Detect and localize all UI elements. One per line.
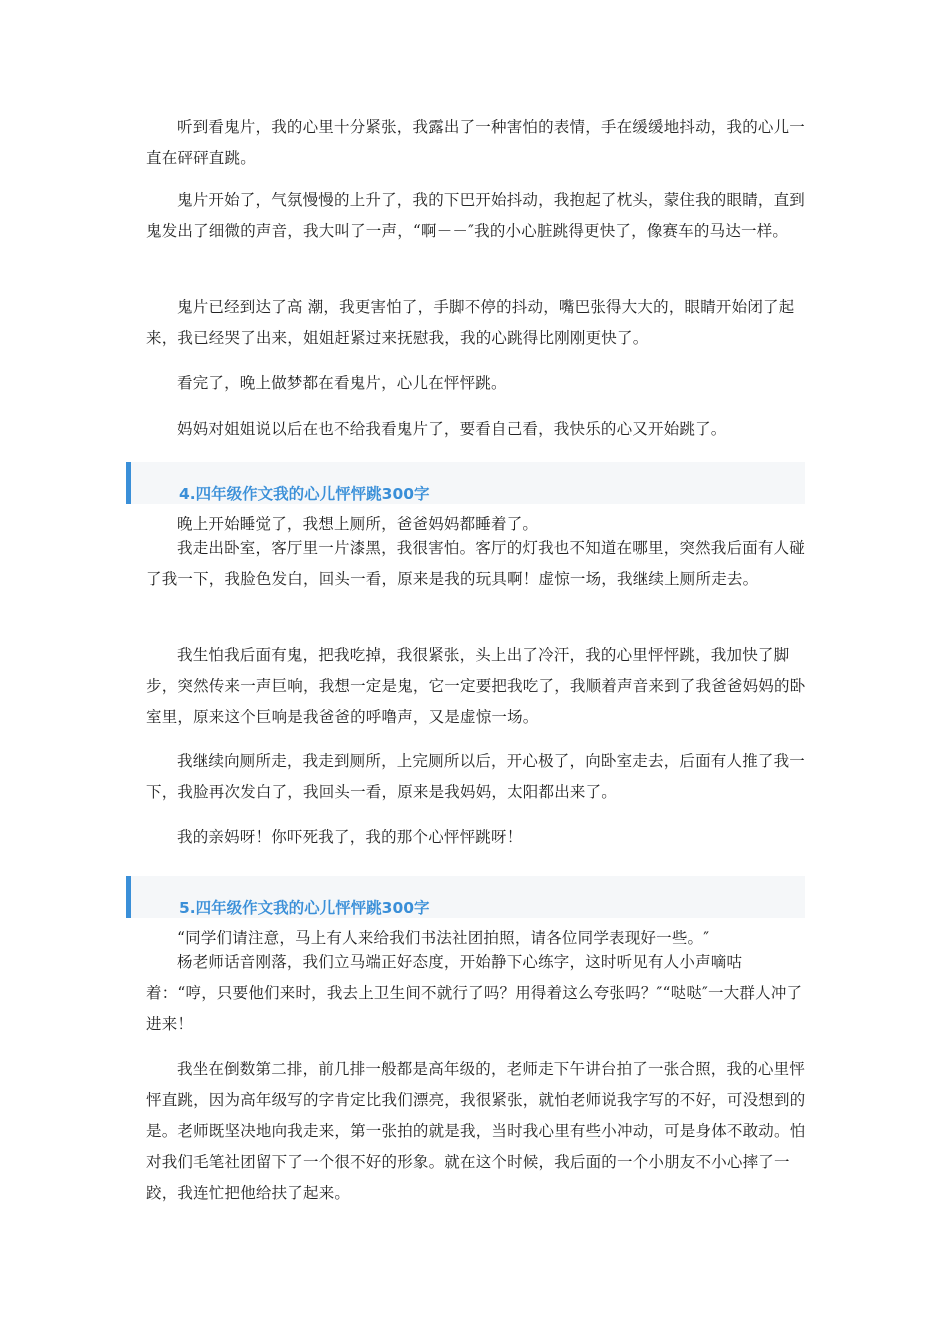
- paragraph: 鬼片开始了，气氛慢慢的上升了，我的下巴开始抖动，我抱起了枕头，蒙住我的眼睛，直到鬼发出了细微的声音，我大叫了一声，“啊－－″我的小心脏跳得更快了，像赛车的马达一样。: [146, 191, 806, 240]
- paragraph: 晚上开始睡觉了，我想上厕所，爸爸妈妈都睡着了。: [177, 515, 539, 533]
- paragraph: 妈妈对姐姐说以后在也不给我看鬼片了，要看自己看，我快乐的心又开始跳了。: [177, 420, 727, 438]
- paragraph: “同学们请注意，马上有人来给我们书法社团拍照，请各位同学表现好一些。″: [177, 929, 710, 947]
- section-title: 4.四年级作文我的心儿怦怦跳300字: [179, 485, 430, 503]
- paragraph: 我坐在倒数第二排，前几排一般都是高年级的，老师走下午讲台拍了一张合照，我的心里怦怦直跳，因为高年级写的字肯定比我们漂亮，我很紧张，就怕老师说我字写的不好，可没想到的是。老师既坚决地向我走来，第一张拍的就是我，当时我心里有些小冲动，可是身体不敢动。怕对我们毛笔社团留下了一个很不好的形象。就在这个时候，我后面的一个小朋友不小心摔了一跤，我连忙把他给扶了起来。: [146, 1060, 806, 1202]
- paragraph: 我走出卧室，客厅里一片漆黑，我很害怕。客厅的灯我也不知道在哪里，突然我后面有人碰了我一下，我脸色发白，回头一看，原来是我的玩具啊！虚惊一场，我继续上厕所走去。: [146, 539, 806, 588]
- section-title: 5.四年级作文我的心儿怦怦跳300字: [179, 899, 430, 917]
- paragraph: 杨老师话音刚落，我们立马端正好态度，开始静下心练字，这时听见有人小声嘀咕着：“哼，只要他们来时，我去上卫生间不就行了吗？用得着这么夸张吗？″“哒哒″一大群人冲了进来！: [146, 953, 803, 1033]
- paragraph: 我生怕我后面有鬼，把我吃掉，我很紧张，头上出了冷汗，我的心里怦怦跳，我加快了脚步，突然传来一声巨响，我想一定是鬼，它一定要把我吃了，我顺着声音来到了我爸爸妈妈的卧室里，原来这个巨响是我爸爸的呼噜声，又是虚惊一场。: [146, 646, 806, 726]
- paragraph: 看完了，晚上做梦都在看鬼片，心儿在怦怦跳。: [177, 374, 507, 392]
- paragraph: 鬼片已经到达了高 潮，我更害怕了，手脚不停的抖动，嘴巴张得大大的，眼睛开始闭了起来，我已经哭了出来，姐姐赶紧过来抚慰我，我的心跳得比刚刚更快了。: [146, 298, 795, 347]
- paragraph: 我继续向厕所走，我走到厕所，上完厕所以后，开心极了，向卧室走去，后面有人推了我一下，我脸再次发白了，我回头一看，原来是我妈妈，太阳都出来了。: [146, 752, 806, 801]
- paragraph: 听到看鬼片，我的心里十分紧张，我露出了一种害怕的表情，手在缓缓地抖动，我的心儿一直在砰砰直跳。: [146, 118, 806, 167]
- paragraph: 我的亲妈呀！你吓死我了，我的那个心怦怦跳呀！: [177, 828, 523, 846]
- section-header-5: [126, 876, 805, 918]
- section-header-4: [126, 462, 805, 504]
